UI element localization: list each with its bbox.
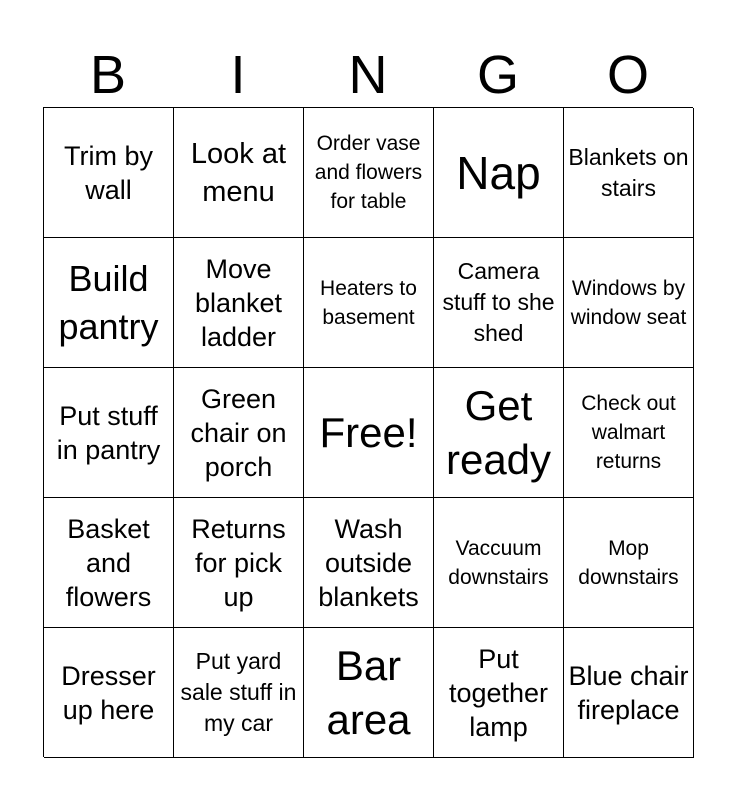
cell-label: Look at menu bbox=[190, 137, 287, 208]
cell-label: Order vase and flowers for table bbox=[314, 132, 423, 213]
cell-label: Build pantry bbox=[58, 257, 159, 347]
cell-label: Basket and flowers bbox=[65, 513, 152, 612]
bingo-board bbox=[43, 107, 693, 757]
bingo-cell[interactable] bbox=[564, 498, 694, 628]
cell-label: Trim by wall bbox=[64, 140, 153, 205]
free-space-label: Free! bbox=[319, 408, 418, 456]
bingo-cell[interactable] bbox=[174, 238, 304, 368]
bingo-cell[interactable] bbox=[174, 108, 304, 238]
cell-label: Bar area bbox=[326, 641, 411, 743]
bingo-cell[interactable] bbox=[44, 238, 174, 368]
bingo-cell[interactable] bbox=[564, 108, 694, 238]
header-letter-n: N bbox=[348, 45, 388, 105]
cell-label: Wash outside blankets bbox=[318, 513, 419, 612]
bingo-cell[interactable] bbox=[434, 368, 564, 498]
header-letter-i: I bbox=[230, 45, 246, 105]
bingo-cell[interactable] bbox=[174, 498, 304, 628]
cell-label: Camera stuff to she shed bbox=[442, 258, 555, 346]
cell-label: Mop downstairs bbox=[578, 536, 679, 589]
cell-label: Get ready bbox=[445, 381, 552, 483]
bingo-cell[interactable] bbox=[174, 368, 304, 498]
bingo-cell[interactable] bbox=[434, 498, 564, 628]
free-space-cell[interactable] bbox=[304, 368, 434, 498]
header-letter-g: G bbox=[476, 45, 519, 105]
bingo-cell[interactable] bbox=[44, 368, 174, 498]
bingo-cell[interactable] bbox=[564, 628, 694, 758]
bingo-cell[interactable] bbox=[44, 498, 174, 628]
bingo-cell[interactable] bbox=[304, 108, 434, 238]
header-letter-b: B bbox=[89, 45, 127, 105]
cell-label: Blue chair fireplace bbox=[568, 660, 689, 725]
bingo-header bbox=[43, 44, 693, 106]
cell-label: Put stuff in pantry bbox=[56, 400, 161, 465]
bingo-cell[interactable] bbox=[434, 238, 564, 368]
cell-label: Check out walmart returns bbox=[581, 392, 676, 473]
header-letter-o: O bbox=[606, 45, 649, 105]
cell-label: Put together lamp bbox=[448, 643, 549, 742]
bingo-cell[interactable] bbox=[174, 628, 304, 758]
cell-label: Move blanket ladder bbox=[194, 253, 283, 352]
bingo-cell[interactable] bbox=[44, 108, 174, 238]
cell-label: Vaccuum downstairs bbox=[448, 536, 549, 589]
cell-label: Blankets on stairs bbox=[568, 143, 689, 201]
cell-label: Green chair on porch bbox=[190, 383, 287, 482]
bingo-cell[interactable] bbox=[304, 238, 434, 368]
bingo-cell[interactable] bbox=[304, 628, 434, 758]
bingo-cell[interactable] bbox=[44, 628, 174, 758]
cell-label: Returns for pick up bbox=[191, 513, 286, 612]
cell-label: Heaters to basement bbox=[320, 276, 417, 329]
bingo-cell[interactable] bbox=[304, 498, 434, 628]
bingo-cell[interactable] bbox=[434, 108, 564, 238]
cell-label: Windows by window seat bbox=[570, 276, 687, 329]
bingo-cell[interactable] bbox=[564, 368, 694, 498]
bingo-cell[interactable] bbox=[434, 628, 564, 758]
bingo-cell[interactable] bbox=[564, 238, 694, 368]
cell-label: Put yard sale stuff in my car bbox=[180, 648, 297, 736]
cell-label: Dresser up here bbox=[61, 660, 156, 725]
cell-label: Nap bbox=[456, 146, 541, 199]
